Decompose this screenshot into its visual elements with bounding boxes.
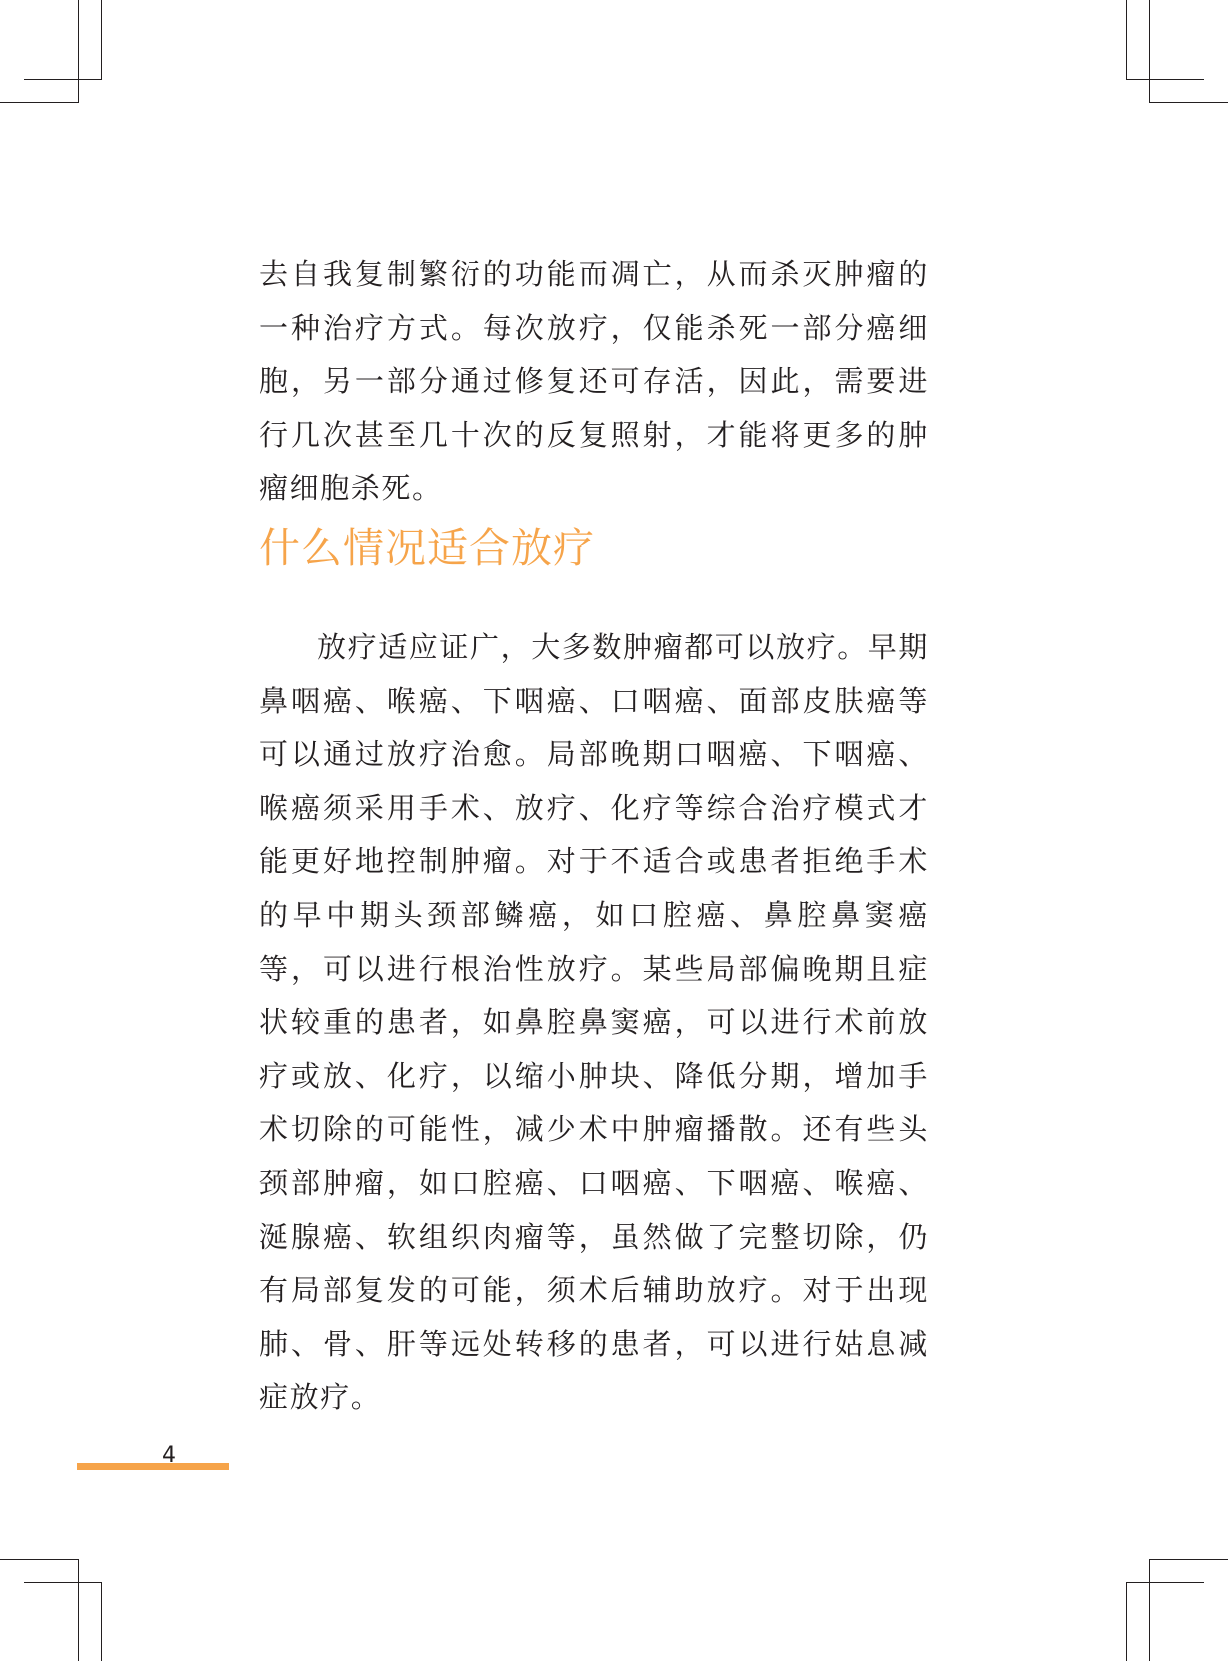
crop-mark-top-left-v1 xyxy=(78,0,79,102)
crop-mark-top-right-h1 xyxy=(1126,79,1204,80)
footer-accent-rule xyxy=(77,1463,229,1470)
crop-mark-bottom-left-h1 xyxy=(0,1559,79,1560)
crop-mark-top-right-v1 xyxy=(1126,0,1127,80)
crop-mark-top-left-h1 xyxy=(0,102,79,103)
crop-mark-bottom-right-v2 xyxy=(1126,1582,1127,1661)
crop-mark-bottom-right-h1 xyxy=(1149,1559,1228,1560)
crop-mark-bottom-right-h2 xyxy=(1126,1582,1204,1583)
crop-mark-top-left-v2 xyxy=(101,0,102,80)
section-heading: 什么情况适合放疗 xyxy=(259,524,595,572)
crop-mark-bottom-left-v1 xyxy=(78,1559,79,1661)
crop-mark-top-left-h2 xyxy=(24,79,102,80)
crop-mark-top-right-v2 xyxy=(1149,0,1150,102)
crop-mark-top-right-h2 xyxy=(1149,102,1228,103)
crop-mark-bottom-left-h2 xyxy=(24,1582,102,1583)
crop-mark-bottom-left-v2 xyxy=(101,1582,102,1661)
section-paragraph: 放疗适应证广，大多数肿瘤都可以放疗。早期鼻咽癌、喉癌、下咽癌、口咽癌、面部皮肤癌等可以通过放疗治愈。局部晚期口咽癌、下咽癌、喉癌须采用手术、放疗、化疗等综合治疗模式才能更好地控制肿瘤。对于不适合或患者拒绝手术的早中期头颈部鳞癌，如口腔癌、鼻腔鼻窦癌等，可以进行根治性放疗。某些局部偏晚期且症状较重的患者，如鼻腔鼻窦癌，可以进行术前放疗或放、化疗，以缩小肿块、降低分期，增加手术切除的可能性，减少术中肿瘤播散。还有些头颈部肿瘤，如口腔癌、口咽癌、下咽癌、喉癌、涎腺癌、软组织肉瘤等，虽然做了完整切除，仍有局部复发的可能，须术后辅助放疗。对于出现肺、骨、肝等远处转移的患者，可以进行姑息减症放疗。 xyxy=(259,630,930,1415)
page-number: 4 xyxy=(162,1443,176,1468)
intro-paragraph: 去自我复制繁衍的功能而凋亡，从而杀灭肿瘤的一种治疗方式。每次放疗，仅能杀死一部分癌细胞，另一部分通过修复还可存活，因此，需要进行几次甚至几十次的反复照射，才能将更多的肿瘤细胞杀死。 xyxy=(259,257,929,506)
crop-mark-bottom-right-v1 xyxy=(1149,1559,1150,1661)
